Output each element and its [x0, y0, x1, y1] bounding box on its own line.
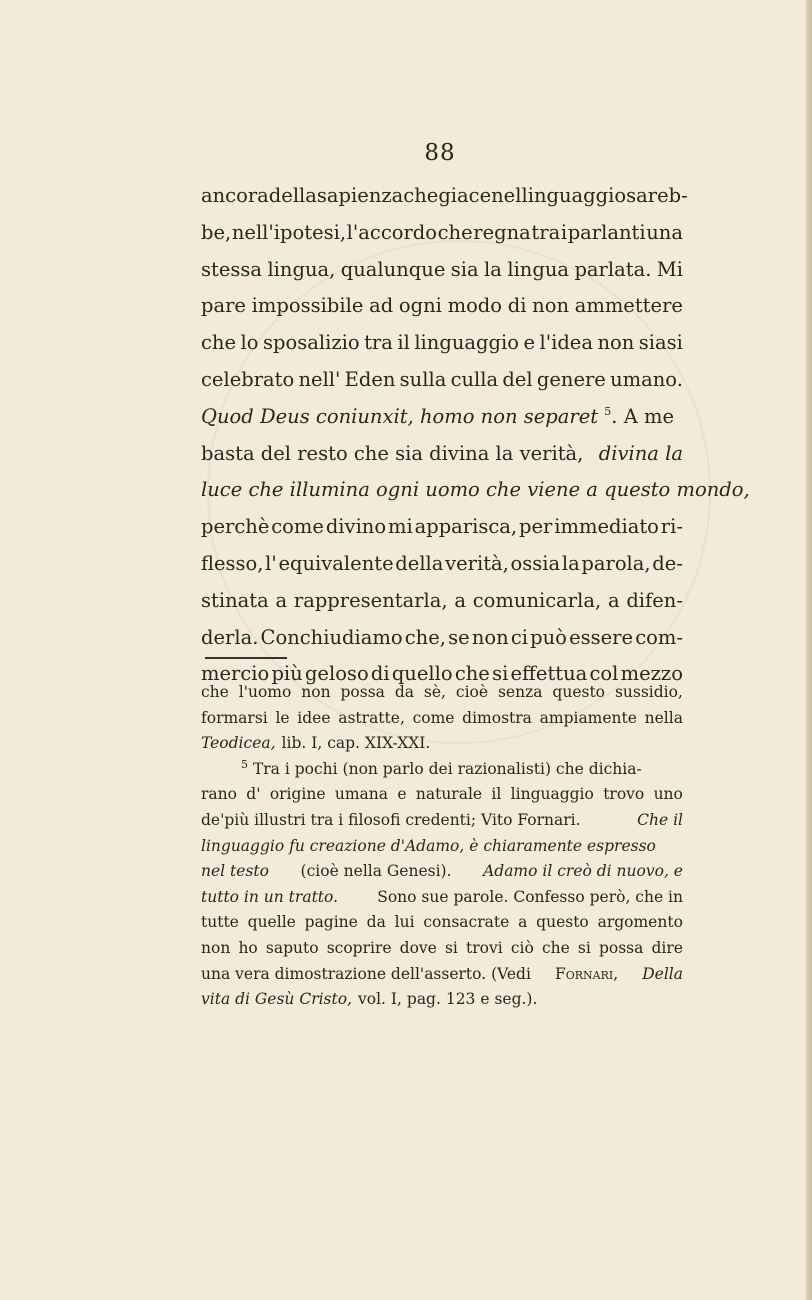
word: la — [561, 551, 580, 575]
word: ogni — [398, 294, 442, 318]
word: qualunque — [340, 257, 446, 281]
word: questo — [552, 683, 606, 701]
footnote-line — [201, 808, 683, 834]
author-name: Fornari — [554, 964, 614, 983]
word: geloso — [304, 662, 369, 686]
word: mi — [387, 515, 413, 539]
word: come — [271, 515, 324, 539]
footnote-divider — [205, 657, 287, 659]
text-fragment: basta del resto che sia divina la verità, — [201, 441, 584, 465]
latin-quote: Quod Deus coniunxit, homo non separet — [201, 404, 599, 428]
word: de- — [652, 551, 683, 575]
word: che — [454, 662, 490, 686]
italic-title: Della — [642, 964, 683, 983]
footnote-line — [201, 987, 683, 1013]
word: di — [507, 294, 527, 318]
footnote-line: una vera dimostrazione dell'asserto. (Vedi Fornari, Della — [201, 962, 683, 988]
page-edge — [806, 0, 812, 1300]
word: pagine — [304, 913, 358, 932]
word: ciò — [510, 938, 534, 957]
word: apparisca, — [414, 515, 518, 539]
word: linguaggio — [510, 785, 594, 804]
word: sareb- — [626, 184, 688, 207]
word: immediato — [554, 515, 659, 539]
word: tra — [364, 331, 393, 355]
text-fragment: . A me — [611, 404, 675, 428]
word: non — [201, 938, 231, 957]
word: celebrato — [201, 367, 295, 391]
text-line — [201, 509, 683, 546]
word: l'uomo — [238, 683, 292, 701]
word: a — [518, 913, 528, 932]
word: impossibile — [251, 294, 364, 318]
italic-quote: nel testo — [201, 862, 269, 881]
word: be, — [201, 220, 232, 244]
word: l'accordo — [346, 220, 438, 244]
word: tutte — [201, 913, 239, 932]
word: dimostra — [462, 708, 532, 727]
word: d' — [246, 785, 261, 804]
text-line: Quod Deus coniunxit, homo non separet 5. A me — [201, 399, 683, 436]
word: giace — [438, 184, 492, 207]
footnote-line: 5 Tra i pochi (non parlo dei razionalisti) che dichia- — [201, 757, 683, 783]
word: lui — [394, 913, 415, 932]
footnote-line — [201, 885, 683, 911]
word: mezzo — [620, 662, 683, 686]
footnote-line — [201, 680, 683, 706]
word: non — [471, 625, 509, 649]
word: uno — [653, 785, 683, 804]
text-line — [201, 178, 688, 215]
word: mercio — [201, 662, 270, 686]
word: quello — [391, 662, 453, 686]
word: le — [275, 708, 290, 727]
word: Eden — [344, 367, 396, 391]
word: divino — [325, 515, 387, 539]
word: del — [502, 367, 533, 391]
word: cioè — [455, 683, 489, 701]
text-line — [201, 288, 683, 325]
word: culla — [450, 367, 499, 391]
word: l' — [265, 551, 277, 575]
word: tra — [531, 220, 561, 244]
word: a — [454, 588, 466, 612]
word: si — [444, 938, 458, 957]
text-fragment: de'più illustri tra i filosofi credenti; Vito Fornari. — [201, 810, 581, 829]
word: che — [437, 220, 473, 244]
italic-title: vita di Gesù Cristo, — [201, 990, 353, 1009]
word: più — [271, 662, 303, 686]
word: trovi — [466, 938, 503, 957]
word: il — [397, 331, 410, 355]
word: genere — [536, 367, 606, 391]
word: perchè — [201, 515, 270, 539]
word: com- — [635, 625, 683, 649]
word: origine — [269, 785, 326, 804]
word: e — [523, 331, 535, 355]
text-fragment: vol. I, pag. 123 e seg.). — [358, 990, 538, 1009]
word: l'idea — [539, 331, 593, 355]
word: per — [519, 515, 553, 539]
word: che — [201, 331, 237, 355]
word: dire — [651, 938, 683, 957]
word: trovo — [603, 785, 645, 804]
text-line — [201, 362, 683, 399]
text-line — [201, 252, 683, 289]
word: effettua — [510, 662, 588, 686]
word: ho — [238, 938, 258, 957]
word: non — [532, 294, 570, 318]
word: e — [397, 785, 407, 804]
word: argomento — [597, 913, 683, 932]
word: la — [484, 257, 502, 281]
word: che — [403, 184, 439, 207]
word: a — [607, 588, 620, 612]
word: naturale — [415, 785, 483, 804]
word: sè, — [423, 683, 446, 701]
word: ossia — [510, 551, 561, 575]
word: da — [394, 683, 414, 701]
word: ad — [369, 294, 394, 318]
word: di — [370, 662, 390, 686]
word: pare — [201, 294, 246, 318]
word: lo — [240, 331, 259, 355]
word: idee — [297, 708, 331, 727]
italic-quote: linguaggio fu creazione d'Adamo, è chiaramente espresso — [201, 836, 656, 855]
word: derla. — [201, 625, 259, 649]
text-line — [201, 620, 683, 657]
word: ammettere — [574, 294, 683, 318]
word: ci — [510, 625, 528, 649]
word: i — [560, 220, 568, 244]
word: siasi — [638, 331, 683, 355]
word: possa — [340, 683, 385, 701]
word: linguaggio — [414, 331, 519, 355]
word: questo — [536, 913, 589, 932]
italic-title: Teodicea, — [201, 734, 276, 753]
word: una — [646, 220, 683, 244]
footnote-line — [201, 731, 683, 757]
word: sia — [450, 257, 479, 281]
word: si — [492, 662, 509, 686]
word: parlanti — [567, 220, 646, 244]
text-line — [201, 325, 683, 362]
word: nell'ipotesi, — [231, 220, 347, 244]
word: può — [530, 625, 567, 649]
text-line — [201, 215, 683, 252]
word: astratte, — [338, 708, 405, 727]
word: essere — [569, 625, 634, 649]
word: rano — [201, 785, 237, 804]
italic-quote: Che il — [637, 810, 683, 829]
word: sulla — [399, 367, 447, 391]
word: comunicarla, — [472, 588, 602, 612]
word: da — [366, 913, 386, 932]
text-fragment: una vera dimostrazione dell'asserto. (Vedi — [201, 964, 531, 983]
italic-quote: divina la — [598, 441, 683, 465]
word: scoprire — [326, 938, 392, 957]
text-line — [201, 583, 683, 620]
footnote-line — [201, 706, 683, 732]
word: Conchiudiamo — [260, 625, 403, 649]
footnote-line — [201, 834, 683, 860]
word: umana — [334, 785, 389, 804]
italic-quote: luce che illumina ogni uomo che viene a questo mondo, — [201, 478, 750, 502]
footnote-line — [201, 910, 683, 936]
word: si — [577, 938, 591, 957]
word: sapienza — [316, 184, 404, 207]
word: il — [491, 785, 502, 804]
italic-quote: tutto in un tratto. — [201, 887, 339, 906]
word: nella — [644, 708, 683, 727]
word: non — [597, 331, 635, 355]
word: dove — [399, 938, 437, 957]
word: saputo — [265, 938, 319, 957]
word: ancora — [201, 184, 269, 207]
word: ri- — [660, 515, 683, 539]
footnotes — [201, 680, 683, 1013]
page-number: 88 — [424, 140, 456, 166]
word: verità, — [445, 551, 509, 575]
word: se — [448, 625, 470, 649]
word: lingua, — [267, 257, 336, 281]
word: stessa — [201, 257, 263, 281]
word: della — [395, 551, 444, 575]
text-fragment: Sono sue parole. Confesso però, che in — [377, 887, 683, 906]
word: col — [589, 662, 619, 686]
word: linguaggio — [521, 184, 627, 207]
word: modo — [447, 294, 503, 318]
word: sussidio, — [614, 683, 683, 701]
word: umano. — [610, 367, 683, 391]
word: sposalizio — [262, 331, 360, 355]
footnote-line — [201, 859, 683, 885]
word: ampiamente — [539, 708, 637, 727]
text-fragment: lib. I, cap. XIX-XXI. — [281, 734, 431, 753]
word: parola, — [581, 551, 651, 575]
word: equivalente — [278, 551, 394, 575]
text-fragment: (cioè nella Genesi). — [300, 862, 452, 881]
word: della — [268, 184, 317, 207]
main-text-body — [201, 178, 750, 693]
word: come — [412, 708, 455, 727]
text-line — [201, 472, 750, 509]
word: parlata. — [574, 257, 652, 281]
word: difen- — [626, 588, 683, 612]
word: formarsi — [201, 708, 268, 727]
footnote-line — [201, 936, 683, 962]
word: senza — [497, 683, 543, 701]
word: non — [301, 683, 331, 701]
word: flesso, — [201, 551, 264, 575]
text-line — [201, 546, 683, 583]
word: a — [275, 588, 288, 612]
word: rappresentarla, — [293, 588, 448, 612]
text-line — [201, 436, 683, 473]
word: quelle — [247, 913, 296, 932]
word: regna — [473, 220, 531, 244]
word: che — [201, 683, 229, 701]
word: stinata — [201, 588, 269, 612]
word: che, — [404, 625, 446, 649]
italic-quote: Adamo il creò di nuovo, e — [483, 862, 683, 881]
text-fragment: Tra i pochi (non parlo dei razionalisti) che dichia- — [252, 759, 642, 778]
word: Mi — [656, 257, 683, 281]
word: lingua — [507, 257, 570, 281]
word: consacrate — [423, 913, 510, 932]
word: possa — [598, 938, 644, 957]
word: che — [541, 938, 570, 957]
word: nel — [491, 184, 522, 207]
footnote-line — [201, 782, 683, 808]
word: nell' — [298, 367, 341, 391]
